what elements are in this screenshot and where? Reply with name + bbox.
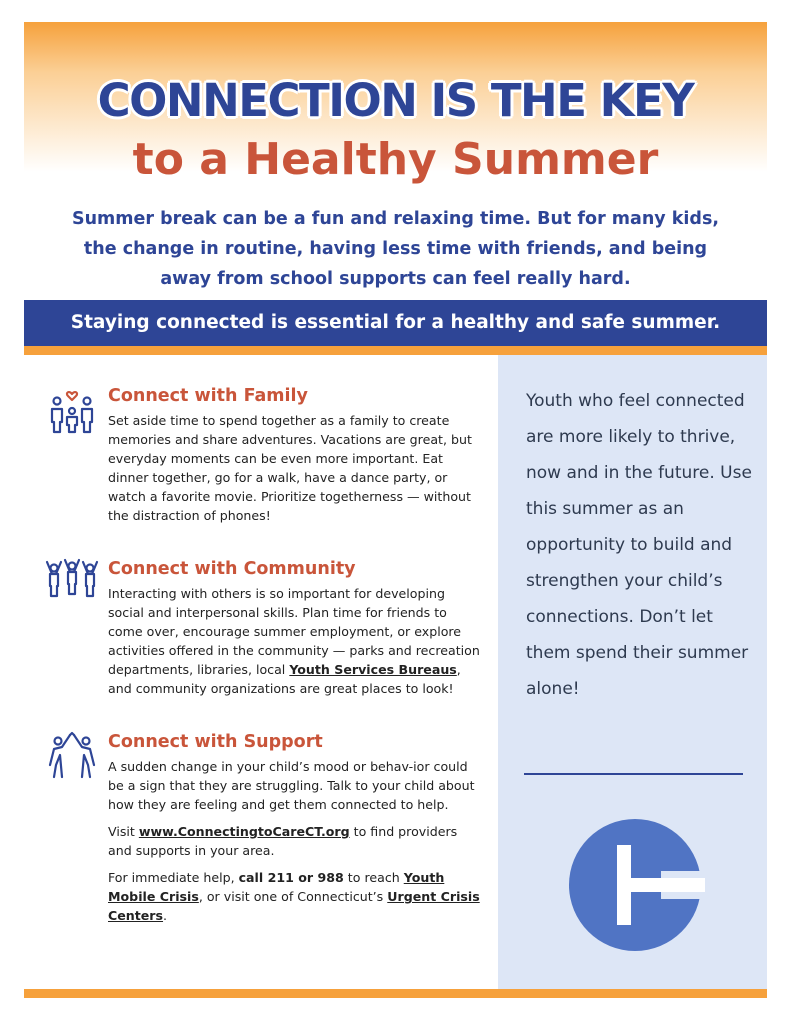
- connecting-to-care-link[interactable]: www.ConnectingtoCareCT.org: [138, 824, 350, 839]
- support-icon: [44, 731, 100, 781]
- section-body-support: [108, 757, 480, 933]
- section-title-community: Connect with Community: [108, 559, 356, 579]
- community-icon: [44, 558, 100, 608]
- page-title: CONNECTION IS THE KEY: [97, 74, 694, 127]
- urgent-crisis-centers-link[interactable]: Urgent Crisis Centers: [108, 889, 480, 923]
- connecting-to-care-logo-icon: [565, 815, 705, 955]
- intro-paragraph: Summer break can be a fun and relaxing time. But for many kids, the change in routine, having less time with friends, and being away from school supports can feel really hard.: [71, 209, 720, 289]
- section-body-community: [108, 584, 480, 706]
- youth-mobile-crisis-link[interactable]: Youth Mobile Crisis: [108, 870, 445, 904]
- support-immediate-text: For immediate help,: [108, 870, 239, 885]
- support-period: .: [163, 908, 168, 923]
- support-text-1: A sudden change in your child’s mood or behav-ior could be a sign that they are struggling. Talk to your child about how they are feeling and get them connected to help.: [108, 759, 475, 812]
- divider-stripe-top: [24, 346, 767, 355]
- banner: Staying connected is essential for a healthy and safe summer.: [24, 300, 767, 346]
- page-subtitle: to a Healthy Summer: [132, 134, 659, 185]
- community-text: [108, 584, 480, 698]
- youth-services-bureaus-link[interactable]: Youth Services Bureaus: [289, 662, 457, 677]
- family-text: Set aside time to spend together as a family to create memories and share adventures. Vacations are great, but everyday moments can be even more important. Eat dinner together, go for a walk, have a dance party, or watch a favorite movie. Prioritize togetherness — without the distraction of phones!: [108, 413, 472, 523]
- support-visit-centers-text: , or visit one of Connecticut’s: [198, 889, 388, 904]
- divider-stripe-bottom: [24, 989, 767, 998]
- sidebar: [498, 355, 767, 989]
- section-title-family: Connect with Family: [108, 386, 308, 406]
- support-visit-text: Visit: [108, 824, 139, 839]
- community-text-2: , and community organizations are great places to look!: [108, 662, 461, 696]
- section-body-family: [108, 411, 480, 533]
- support-reach-text: to reach: [343, 870, 404, 885]
- community-text-1: Interacting with others is so important for developing social and interpersonal skills. Plan time for friends to come over, encourage summer employment, or explore activities offered in the community — parks and recreation departments, libraries, local: [108, 586, 480, 677]
- family-icon: [44, 385, 100, 435]
- support-text-3: [108, 868, 480, 925]
- sidebar-divider: [524, 773, 743, 775]
- support-text-2: [108, 822, 480, 860]
- left-column: [24, 355, 498, 989]
- section-title-support: Connect with Support: [108, 732, 323, 752]
- crisis-phone-numbers: call 211 or 988: [238, 870, 344, 885]
- sidebar-quote: Youth who feel connected are more likely to thrive, now and in the future. Use this summer as an opportunity to build and strengthen your child’s connections. Don’t let them spend their summer alone!: [526, 391, 752, 699]
- support-providers-text: to find providers and supports in your area.: [108, 824, 458, 858]
